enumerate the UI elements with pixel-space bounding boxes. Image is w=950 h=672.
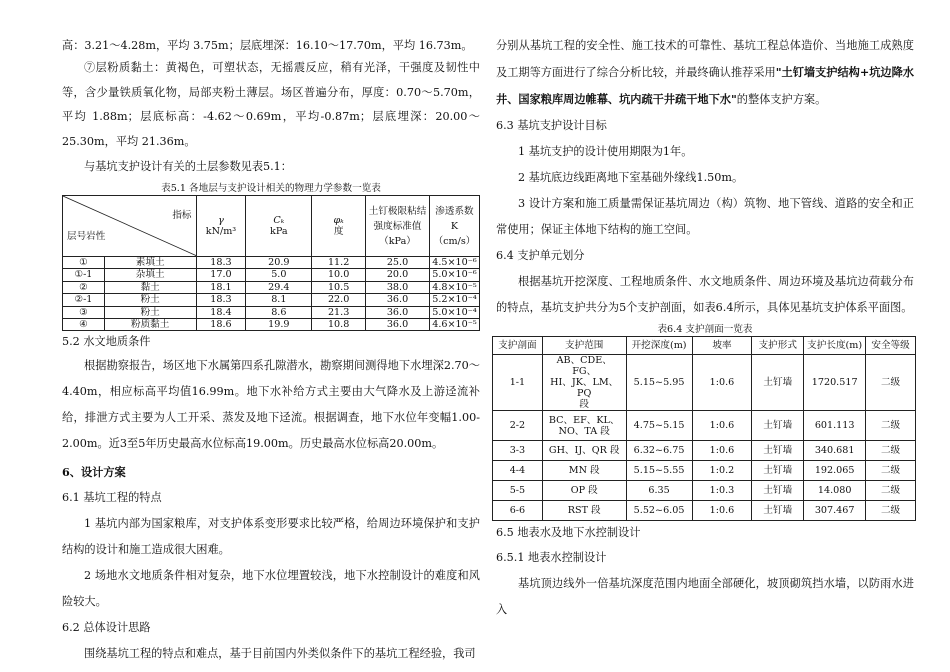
right-column bbox=[496, 32, 914, 623]
table51-cell-k: 5.0×10⁻⁶ bbox=[429, 269, 479, 281]
table51-cell-phi: 10.5 bbox=[312, 281, 366, 293]
table51-cell-name: 黏土 bbox=[104, 281, 196, 293]
table64-cell-len: 601.113 bbox=[804, 411, 866, 441]
table51-header-row bbox=[63, 196, 480, 257]
phi-symbol: φₖ bbox=[333, 214, 344, 226]
nail-label-3: （kPa） bbox=[379, 235, 416, 247]
table64-cell-form: 土钉墙 bbox=[752, 481, 804, 501]
paragraph-6-4: 根据基坑开挖深度、工程地质条件、水文地质条件、周边环境及基坑边荷载分布的特点，基坑支护共分为5个支护剖面，如表6.4所示，具体见基坑支护体系平面图。 bbox=[496, 275, 914, 314]
paragraph-6-5-1: 基坑顶边线外一倍基坑深度范围内地面全部硬化，坡顶砌筑挡水墙，以防雨水进入 bbox=[496, 577, 914, 616]
table51-cell-ck: 29.4 bbox=[246, 281, 312, 293]
paragraph-6-3-3: 3 设计方案和施工质量需保证基坑周边（构）筑物、地下管线、道路的安全和正常使用；保证主体地下结构的施工空间。 bbox=[496, 197, 914, 236]
table64-cell-sec: 2-2 bbox=[493, 411, 543, 441]
paragraph-5-2: 根据勘察报告，场区地下水属第四系孔隙潜水，勘察期间测得地下水埋深2.70～4.40m，相应标高平均值16.99m。地下水补给方式主要由大气降水及上游迳流补给，排泄方式主要为人工开采、蒸发及地下迳流。根据调查，地下水位年变幅1.00-2.00m。近3至5年历史最高水位标高19.00m。历史最高水位标高20.00m。 bbox=[62, 359, 480, 451]
header-ck bbox=[246, 196, 312, 257]
table51-cell-k: 4.8×10⁻⁵ bbox=[429, 281, 479, 293]
table64-row bbox=[493, 501, 916, 521]
paragraph-6-1-2: 2 场地水文地质条件相对复杂，地下水位埋置较浅，地下水控制设计的难度和风险较大。 bbox=[62, 569, 480, 609]
table64-cell-slope: 1:0.6 bbox=[692, 501, 752, 521]
ck-symbol: Cₖ bbox=[273, 214, 285, 226]
table51-cell-gamma: 18.4 bbox=[196, 306, 246, 318]
range-line: NO、TA 段 bbox=[558, 425, 610, 437]
table51-cell-nail: 36.0 bbox=[366, 294, 430, 306]
table51-cell-phi: 10.0 bbox=[312, 269, 366, 281]
table64-cell-len: 1720.517 bbox=[804, 355, 866, 411]
table64-cell-range bbox=[542, 441, 626, 461]
table64-cell-depth: 5.52~6.05 bbox=[626, 501, 692, 521]
nail-label-1: 土钉极限粘结 bbox=[368, 205, 427, 217]
table64-header-cell: 支护长度(m) bbox=[804, 337, 866, 355]
table64-cell-grade: 二级 bbox=[866, 441, 916, 461]
heading-6-1: 6.1 基坑工程的特点 bbox=[62, 491, 162, 505]
left-column bbox=[62, 32, 480, 667]
table-6-4 bbox=[492, 336, 916, 521]
table64-cell-depth: 6.35 bbox=[626, 481, 692, 501]
range-line: BC、EF、KL、 bbox=[548, 414, 620, 426]
table51-caption: 表5.1 各地层与支护设计相关的物理力学参数一览表 bbox=[161, 183, 381, 194]
plan-text-b: 的整体支护方案。 bbox=[736, 93, 827, 106]
nail-label-2: 强度标准值 bbox=[373, 220, 422, 232]
table51-cell-name: 粉土 bbox=[104, 306, 196, 318]
table64-cell-form: 土钉墙 bbox=[752, 355, 804, 411]
table64-row bbox=[493, 411, 916, 441]
table64-cell-range bbox=[542, 411, 626, 441]
table64-cell-sec: 3-3 bbox=[493, 441, 543, 461]
table64-cell-grade: 二级 bbox=[866, 461, 916, 481]
table64-cell-grade: 二级 bbox=[866, 501, 916, 521]
plan-text-bold: "土钉墙支护结构+坑边降水井、国家粮库周边帷幕、坑内疏干井疏干地下水" bbox=[496, 65, 914, 106]
table64-cell-form: 土钉墙 bbox=[752, 441, 804, 461]
table64-cell-depth: 6.32~6.75 bbox=[626, 441, 692, 461]
table51-cell-k: 4.5×10⁻⁶ bbox=[429, 257, 479, 269]
header-phi bbox=[312, 196, 366, 257]
table64-cell-depth: 4.75~5.15 bbox=[626, 411, 692, 441]
table64-body bbox=[493, 355, 916, 521]
table64-cell-range bbox=[542, 355, 626, 411]
heading-6-2: 6.2 总体设计思路 bbox=[62, 621, 151, 635]
phi-unit: 度 bbox=[333, 226, 344, 237]
heading-6-3: 6.3 基坑支护设计目标 bbox=[496, 119, 607, 132]
table64-cell-grade: 二级 bbox=[866, 355, 916, 411]
table-5-1 bbox=[62, 195, 480, 331]
paragraph-table-intro: 与基坑支护设计有关的土层参数见表5.1： bbox=[84, 160, 292, 173]
table51-cell-name: 素填土 bbox=[104, 257, 196, 269]
header-indicator: 指标 bbox=[172, 210, 192, 221]
table51-row bbox=[63, 306, 480, 318]
table51-cell-nail: 36.0 bbox=[366, 306, 430, 318]
table51-cell-no: ①-1 bbox=[63, 269, 105, 281]
paragraph-6-2-start: 围绕基坑工程的特点和难点，基于目前国内外类似条件下的基坑工程经验，我司 bbox=[84, 647, 476, 661]
gamma-unit: kN/m³ bbox=[205, 226, 237, 237]
table51-cell-ck: 5.0 bbox=[246, 269, 312, 281]
table64-cell-len: 192.065 bbox=[804, 461, 866, 481]
table51-diagonal-header bbox=[63, 196, 197, 257]
heading-6-5: 6.5 地表水及地下水控制设计 bbox=[496, 526, 641, 539]
ck-unit: kPa bbox=[270, 226, 288, 237]
table64-cell-grade: 二级 bbox=[866, 411, 916, 441]
table64-cell-len: 340.681 bbox=[804, 441, 866, 461]
table64-cell-depth: 5.15~5.95 bbox=[626, 355, 692, 411]
table51-row bbox=[63, 257, 480, 269]
table64-cell-range bbox=[542, 501, 626, 521]
table64-cell-range bbox=[542, 461, 626, 481]
paragraph-6-2-cont bbox=[496, 33, 914, 113]
table51-cell-gamma: 18.1 bbox=[196, 281, 246, 293]
table64-header-cell: 支护形式 bbox=[752, 337, 804, 355]
table64-header-cell: 安全等级 bbox=[866, 337, 916, 355]
perm-label-2: （cm/s） bbox=[433, 235, 476, 247]
range-line: HI、JK、LM、PQ bbox=[550, 377, 619, 399]
table64-row bbox=[493, 441, 916, 461]
table64-cell-depth: 5.15~5.55 bbox=[626, 461, 692, 481]
table51-cell-no: ④ bbox=[63, 319, 105, 331]
table51-row bbox=[63, 294, 480, 306]
table64-header-cell: 坡率 bbox=[692, 337, 752, 355]
table51-cell-name: 粉土 bbox=[104, 294, 196, 306]
table64-cell-form: 土钉墙 bbox=[752, 411, 804, 441]
table64-cell-range bbox=[542, 481, 626, 501]
table51-cell-gamma: 18.6 bbox=[196, 319, 246, 331]
table64-cell-sec: 5-5 bbox=[493, 481, 543, 501]
range-line: OP 段 bbox=[570, 485, 598, 496]
table51-cell-name: 杂填土 bbox=[104, 269, 196, 281]
table64-cell-slope: 1:0.2 bbox=[692, 461, 752, 481]
paragraph-layer7: ⑦层粉质黏土：黄褐色，可塑状态，无摇震反应，稍有光泽，干强度及韧性中等，含少量铁质氧化物，局部夹粉土薄层。场区普遍分布，厚度：0.70～5.70m，平均 1.88m；层底标高：-4.62～0.69m，平均-0.87m；层底埋深：20.00～25.30m，平均 21.36m。 bbox=[62, 61, 480, 148]
table51-cell-ck: 20.9 bbox=[246, 257, 312, 269]
table51-row bbox=[63, 281, 480, 293]
table51-cell-gamma: 17.0 bbox=[196, 269, 246, 281]
table51-cell-no: ① bbox=[63, 257, 105, 269]
table51-cell-phi: 10.8 bbox=[312, 319, 366, 331]
table64-row bbox=[493, 481, 916, 501]
table51-row bbox=[63, 269, 480, 281]
heading-5-2: 5.2 水文地质条件 bbox=[62, 335, 151, 349]
table51-cell-gamma: 18.3 bbox=[196, 257, 246, 269]
table64-cell-len: 307.467 bbox=[804, 501, 866, 521]
header-layer: 层号岩性 bbox=[67, 230, 106, 242]
table51-cell-nail: 36.0 bbox=[366, 319, 430, 331]
diagonal-line bbox=[63, 196, 197, 256]
heading-6-4: 6.4 支护单元划分 bbox=[496, 249, 585, 262]
table51-cell-phi: 11.2 bbox=[312, 257, 366, 269]
table64-cell-sec: 6-6 bbox=[493, 501, 543, 521]
table64-row bbox=[493, 355, 916, 411]
range-line: MN 段 bbox=[568, 465, 600, 476]
table51-cell-name: 粉质黏土 bbox=[104, 319, 196, 331]
table51-cell-phi: 22.0 bbox=[312, 294, 366, 306]
table64-cell-grade: 二级 bbox=[866, 481, 916, 501]
header-nail-strength bbox=[366, 196, 430, 257]
table51-cell-no: ②-1 bbox=[63, 294, 105, 306]
table64-cell-slope: 1:0.6 bbox=[692, 441, 752, 461]
heading-6-5-1: 6.5.1 地表水控制设计 bbox=[496, 551, 607, 564]
table64-cell-form: 土钉墙 bbox=[752, 501, 804, 521]
table64-caption: 表6.4 支护剖面一览表 bbox=[657, 324, 753, 335]
table64-cell-slope: 1:0.6 bbox=[692, 355, 752, 411]
table64-row bbox=[493, 461, 916, 481]
table64-header-cell: 支护范围 bbox=[542, 337, 626, 355]
gamma-symbol: γ bbox=[218, 214, 224, 226]
range-line: 段 bbox=[579, 399, 589, 410]
paragraph-layer6-end: 高：3.21～4.28m，平均 3.75m；层底埋深：16.10～17.70m，平均 16.73m。 bbox=[62, 39, 473, 52]
table64-header-cell: 开挖深度(m) bbox=[626, 337, 692, 355]
header-gamma bbox=[196, 196, 246, 257]
table51-cell-k: 4.6×10⁻⁵ bbox=[429, 319, 479, 331]
table64-cell-sec: 1-1 bbox=[493, 355, 543, 411]
range-line: GH、IJ、QR 段 bbox=[548, 445, 620, 456]
table51-cell-ck: 19.9 bbox=[246, 319, 312, 331]
table64-cell-slope: 1:0.6 bbox=[692, 411, 752, 441]
table64-cell-slope: 1:0.3 bbox=[692, 481, 752, 501]
table51-cell-nail: 25.0 bbox=[366, 257, 430, 269]
table51-cell-ck: 8.1 bbox=[246, 294, 312, 306]
table51-cell-nail: 20.0 bbox=[366, 269, 430, 281]
table51-body bbox=[63, 257, 480, 331]
paragraph-6-1-1: 1 基坑内部为国家粮库，对支护体系变形要求比较严格，给周边环境保护和支护结构的设计和施工造成很大困难。 bbox=[62, 517, 480, 557]
table64-header-row bbox=[493, 337, 916, 355]
table51-cell-gamma: 18.3 bbox=[196, 294, 246, 306]
paragraph-6-3-1: 1 基坑支护的设计使用期限为1年。 bbox=[518, 145, 693, 158]
table64-cell-len: 14.080 bbox=[804, 481, 866, 501]
table51-cell-no: ③ bbox=[63, 306, 105, 318]
table51-cell-phi: 21.3 bbox=[312, 306, 366, 318]
paragraph-6-3-2: 2 基坑底边线距离地下室基础外缘线1.50m。 bbox=[518, 171, 744, 184]
table64-cell-sec: 4-4 bbox=[493, 461, 543, 481]
table51-row bbox=[63, 319, 480, 331]
table51-cell-ck: 8.6 bbox=[246, 306, 312, 318]
range-line: RST 段 bbox=[567, 505, 601, 516]
header-permeability bbox=[429, 196, 479, 257]
table51-cell-k: 5.2×10⁻⁴ bbox=[429, 294, 479, 306]
heading-6: 6、设计方案 bbox=[62, 465, 126, 480]
table51-cell-k: 5.0×10⁻⁴ bbox=[429, 306, 479, 318]
table64-cell-form: 土钉墙 bbox=[752, 461, 804, 481]
perm-label-1: 渗透系数 K bbox=[435, 205, 474, 232]
range-line: AB、CDE、FG、 bbox=[556, 355, 612, 377]
table51-cell-nail: 38.0 bbox=[366, 281, 430, 293]
plan-text-a: 分别从基坑工程的安全性、施工技术的可靠性、基坑工程总体造价、当地施工成熟度及工期等方面进行了综合分析比较，并最终确认推荐采用 bbox=[496, 39, 914, 79]
table51-cell-no: ② bbox=[63, 281, 105, 293]
table64-header-cell: 支护剖面 bbox=[493, 337, 543, 355]
